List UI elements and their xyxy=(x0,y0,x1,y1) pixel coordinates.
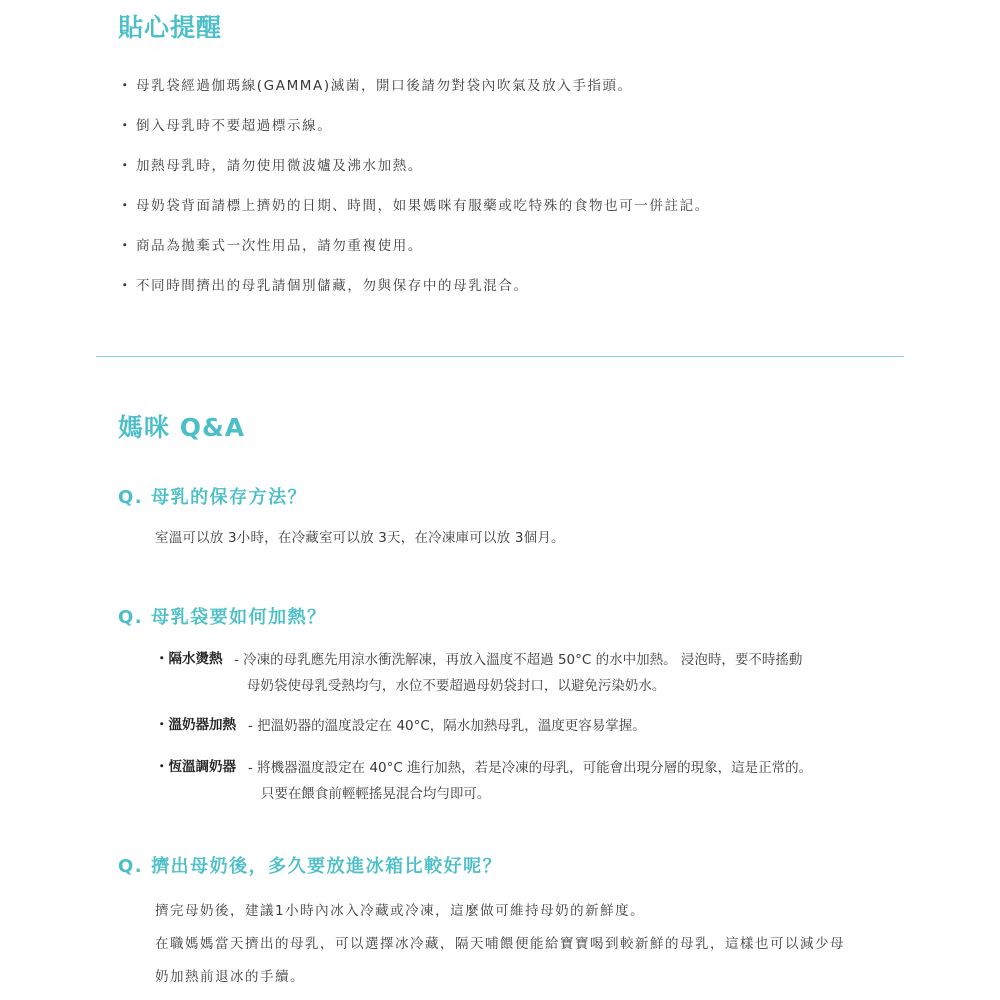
bullet: ・ xyxy=(118,238,134,254)
tip-text: 倒入母乳時不要超過標示線。 xyxy=(136,118,333,134)
tip-text: 加熱母乳時，請勿使用微波爐及沸水加熱。 xyxy=(136,158,423,174)
method-description xyxy=(248,713,646,739)
method-line: 母奶袋使母乳受熱均勻，水位不要超過母奶袋封口，以避免污染奶水。 xyxy=(234,678,666,694)
tips-list xyxy=(118,72,710,312)
method-term: ・溫奶器加熱 xyxy=(155,717,236,733)
method-line: - 冷凍的母乳應先用涼水衝洗解凍，再放入溫度不超過 50°C 的水中加熱。 浸泡時，要不時搖動 xyxy=(234,652,803,668)
bullet: ・ xyxy=(118,278,134,294)
question-heating xyxy=(118,603,327,629)
tip-text: 不同時間擠出的母乳請個別儲藏，勿與保存中的母乳混合。 xyxy=(136,278,529,294)
tips-section-title: 貼心提醒 xyxy=(118,13,223,42)
list-item xyxy=(118,192,710,232)
tip-text: 母奶袋背面請標上擠奶的日期、時間，如果媽咪有服藥或吃特殊的食物也可一併註記。 xyxy=(136,198,710,214)
question-prefix: Q. xyxy=(118,607,144,628)
list-item xyxy=(118,112,710,152)
question-text: 擠出母奶後，多久要放進冰箱比較好呢？ xyxy=(151,856,503,877)
section-divider xyxy=(96,356,904,357)
method-line: 只要在餵食前輕輕搖晃混合均勻即可。 xyxy=(248,786,491,802)
method-term: ・隔水燙熱 xyxy=(155,651,223,667)
bullet: ・ xyxy=(118,198,134,214)
question-text: 母乳袋要如何加熱？ xyxy=(151,607,327,628)
bullet: ・ xyxy=(118,158,134,174)
method-line: - 將機器溫度設定在 40°C 進行加熱，若是冷凍的母乳，可能會出現分層的現象，這是正常的。 xyxy=(248,760,813,776)
bullet: ・ xyxy=(118,78,134,94)
tip-text: 商品為拋棄式一次性用品，請勿重複使用。 xyxy=(136,238,423,254)
question-text: 母乳的保存方法？ xyxy=(151,487,308,508)
method-description xyxy=(248,755,812,807)
answer-refrigerate-paragraph-2 xyxy=(155,928,845,994)
question-storage xyxy=(118,483,307,509)
tip-text: 母乳袋經過伽瑪線(GAMMA)滅菌，開口後請勿對袋內吹氣及放入手指頭。 xyxy=(136,78,633,94)
question-prefix: Q. xyxy=(118,856,144,877)
paragraph-line: 在職媽媽當天擠出的母乳，可以選擇冰冷藏，隔天哺餵便能給寶寶喝到較新鮮的母乳，這樣也可以減少母 xyxy=(155,936,845,952)
method-line: - 把溫奶器的溫度設定在 40°C，隔水加熱母乳，溫度更容易掌握。 xyxy=(248,718,646,734)
method-term: ・恆溫調奶器 xyxy=(155,759,236,775)
question-refrigerate xyxy=(118,852,502,878)
list-item xyxy=(118,72,710,112)
answer-refrigerate-paragraph-1: 擠完母奶後，建議1小時內冰入冷藏或冷凍，這麼做可維持母奶的新鮮度。 xyxy=(155,903,646,919)
answer-storage: 室溫可以放 3小時，在冷藏室可以放 3天，在冷凍庫可以放 3個月。 xyxy=(155,530,565,546)
list-item xyxy=(118,272,710,312)
method-description xyxy=(234,647,802,699)
bullet: ・ xyxy=(118,118,134,134)
list-item xyxy=(118,232,710,272)
question-prefix: Q. xyxy=(118,487,144,508)
paragraph-line: 奶加熱前退冰的手續。 xyxy=(155,969,305,985)
qa-section-title: 媽咪 Q&A xyxy=(118,413,246,442)
list-item xyxy=(118,152,710,192)
